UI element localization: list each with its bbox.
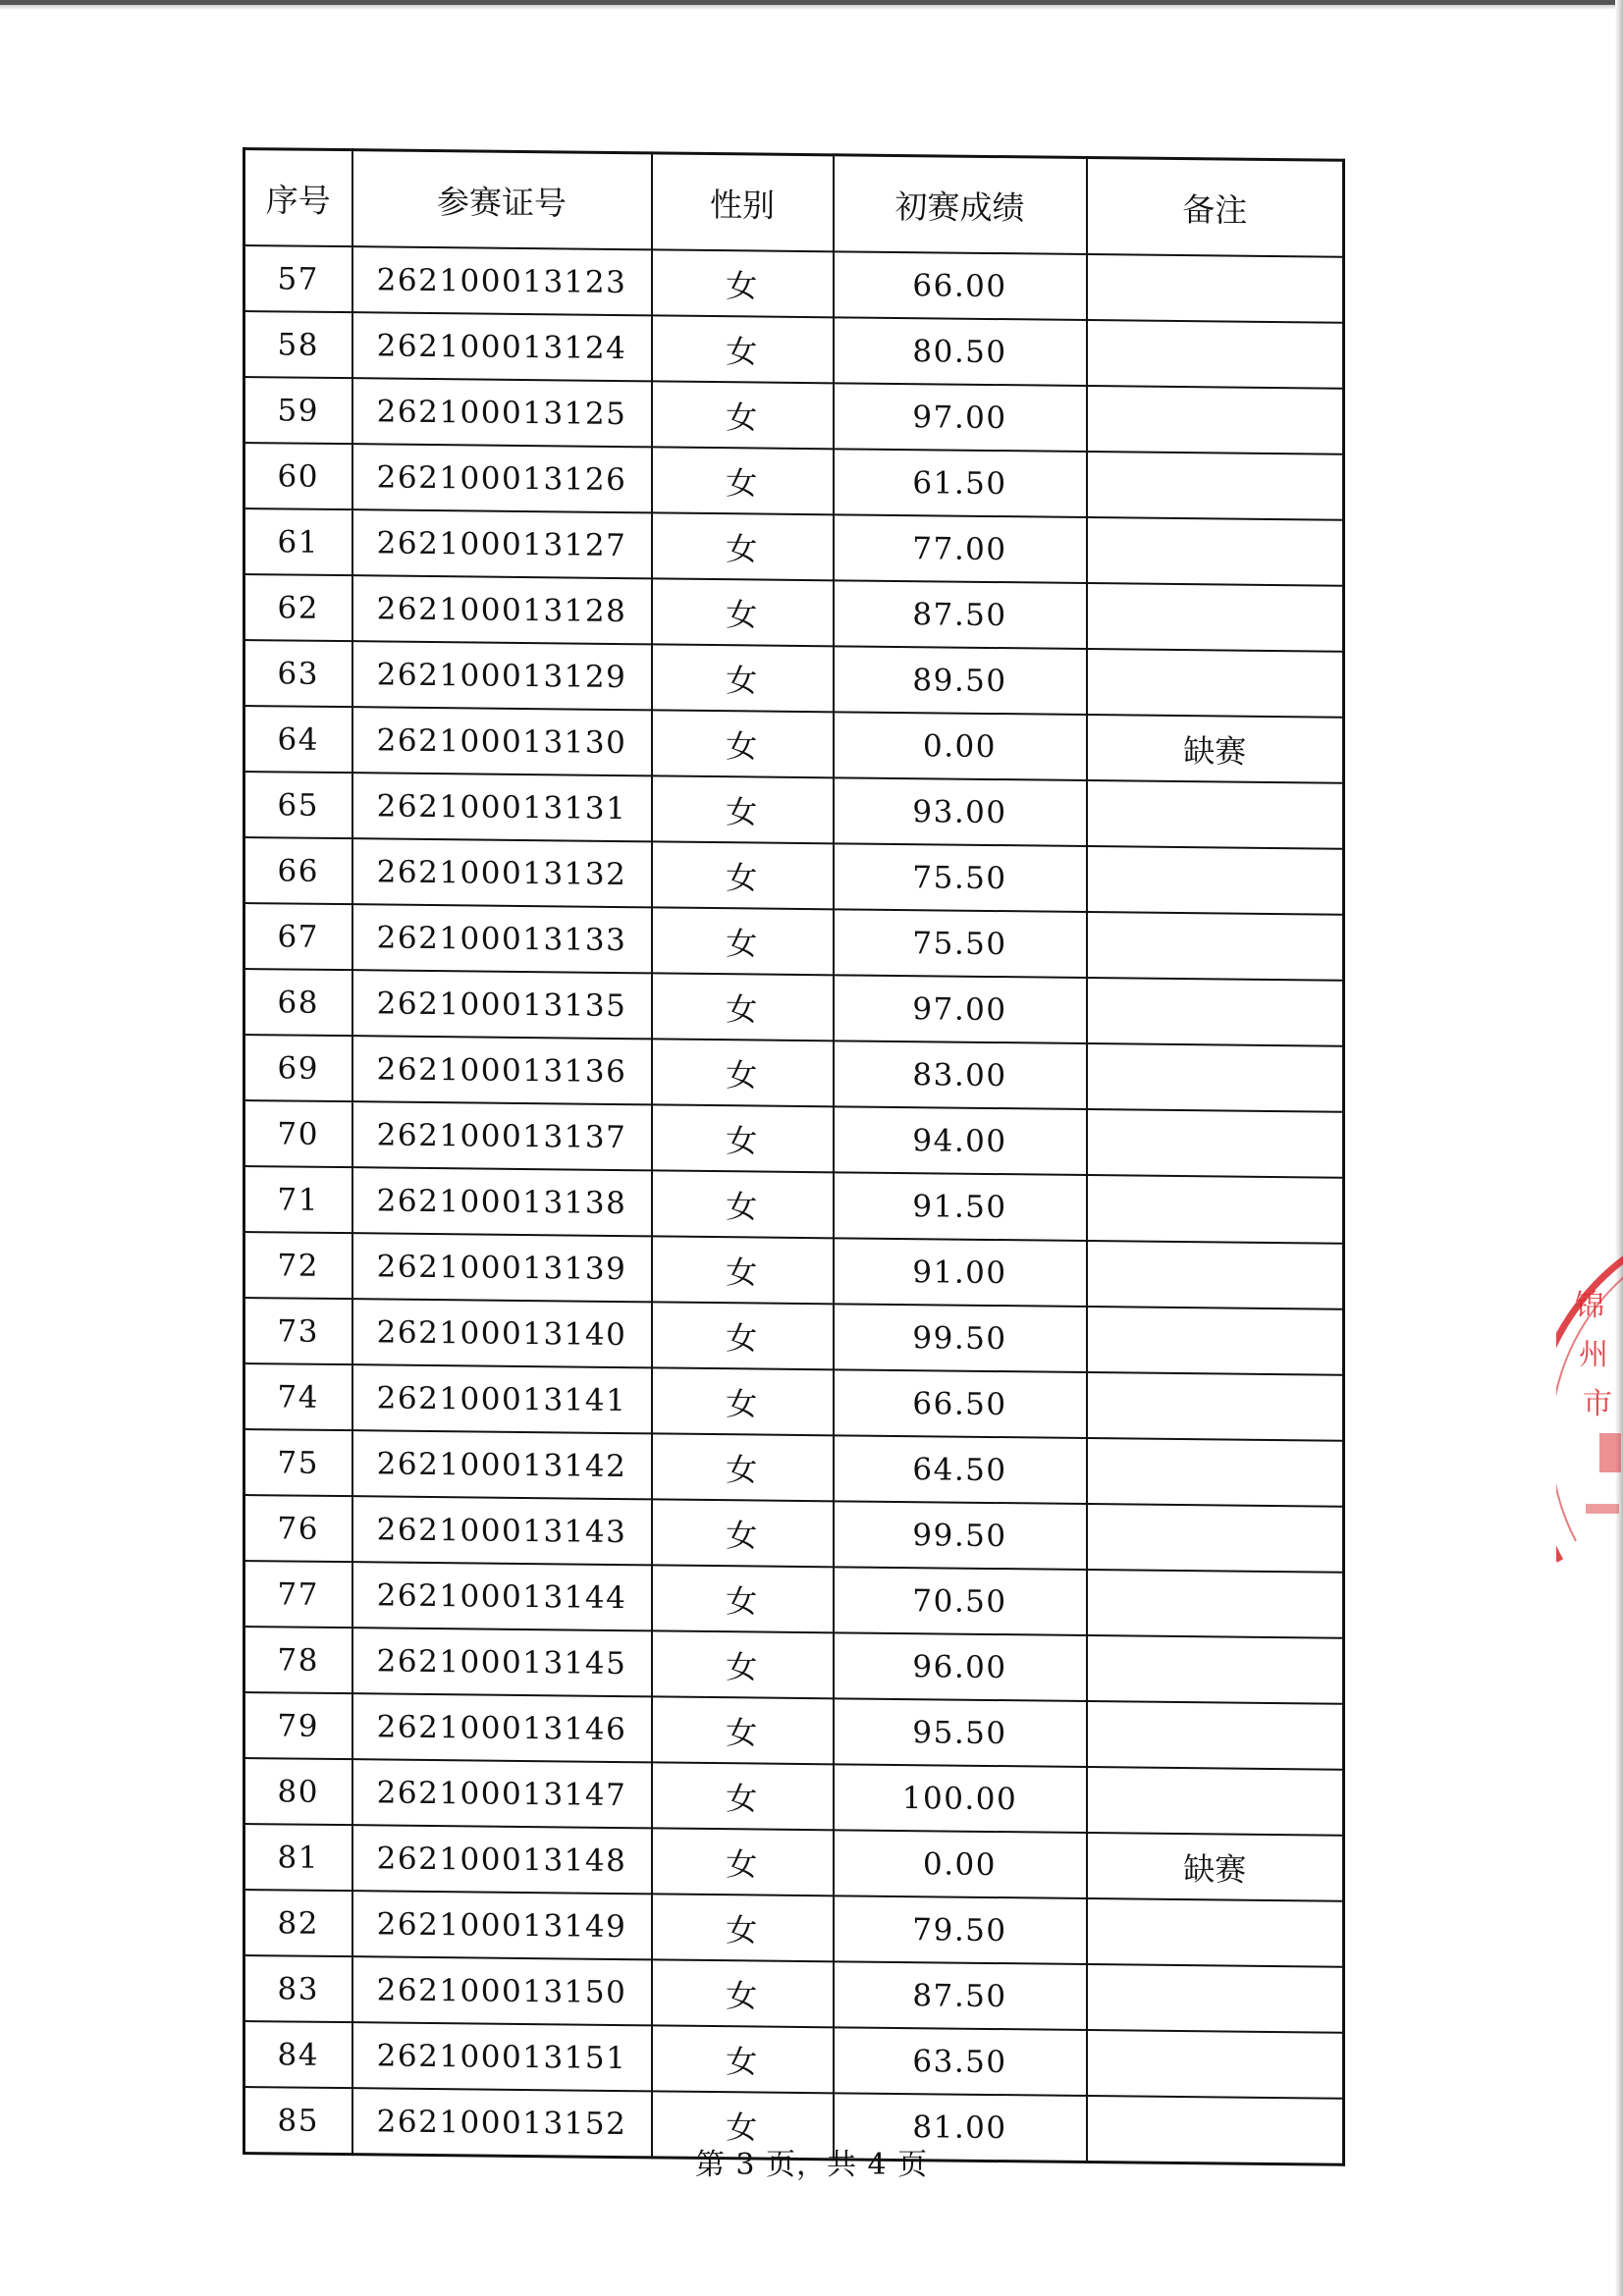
row-contest-id-cell: 262100013124 [352, 312, 652, 381]
row-score-cell: 96.00 [834, 1632, 1087, 1701]
header-contest-id: 参赛证号 [352, 150, 652, 250]
row-seq-cell: 78 [244, 1627, 352, 1693]
row-score-cell: 91.00 [834, 1238, 1087, 1307]
row-contest-id-cell: 262100013148 [352, 1825, 652, 1894]
row-seq-cell: 85 [244, 2087, 352, 2155]
row-sex-cell: 女 [652, 315, 834, 383]
row-score-cell: 93.00 [834, 777, 1087, 846]
row-seq-cell: 61 [244, 508, 352, 575]
row-contest-id-cell: 262100013133 [352, 904, 652, 973]
row-sex-cell: 女 [652, 1236, 834, 1304]
row-sex-cell: 女 [652, 710, 834, 777]
row-remarks-cell [1087, 1635, 1344, 1704]
row-score-cell: 81.00 [834, 2093, 1087, 2162]
row-sex-cell: 女 [652, 2025, 834, 2093]
row-remarks-cell: 缺赛 [1087, 715, 1344, 783]
table-row [244, 1692, 1344, 1770]
row-seq-cell: 59 [244, 377, 352, 444]
row-sex-cell: 女 [652, 841, 834, 909]
svg-text:市: 市 [1583, 1387, 1612, 1421]
row-contest-id-cell: 262100013127 [352, 509, 652, 578]
row-sex-cell: 女 [652, 907, 834, 975]
row-contest-id-cell: 262100013143 [352, 1496, 652, 1565]
row-contest-id-cell: 262100013138 [352, 1167, 652, 1236]
row-remarks-cell [1087, 583, 1344, 652]
row-score-cell: 75.50 [834, 843, 1087, 912]
row-contest-id-cell: 262100013128 [352, 575, 652, 644]
row-score-cell: 66.50 [834, 1369, 1087, 1438]
row-score-cell: 87.50 [834, 1961, 1087, 2030]
row-score-cell: 97.00 [834, 383, 1087, 452]
row-sex-cell: 女 [652, 973, 834, 1041]
row-remarks-cell [1087, 1570, 1344, 1638]
row-remarks-cell [1087, 978, 1344, 1046]
table-row [244, 1627, 1344, 1704]
row-score-cell: 79.50 [834, 1896, 1087, 1964]
header-sex: 性别 [652, 153, 834, 251]
row-remarks-cell [1087, 1241, 1344, 1309]
row-remarks-cell [1087, 1701, 1344, 1770]
row-score-cell: 99.50 [834, 1501, 1087, 1570]
row-sex-cell: 女 [652, 644, 834, 712]
row-score-cell: 87.50 [834, 580, 1087, 649]
row-contest-id-cell: 262100013123 [352, 246, 652, 315]
row-sex-cell: 女 [652, 1828, 834, 1896]
row-contest-id-cell: 262100013132 [352, 838, 652, 907]
table-row [244, 1100, 1344, 1178]
table-row [244, 1429, 1344, 1507]
table-row [244, 1298, 1344, 1375]
row-remarks-cell: 缺赛 [1087, 1833, 1344, 1901]
row-contest-id-cell: 262100013125 [352, 378, 652, 447]
row-seq-cell: 57 [244, 245, 352, 312]
table-row [244, 1890, 1344, 1967]
row-remarks-cell [1087, 846, 1344, 915]
row-contest-id-cell: 262100013131 [352, 773, 652, 841]
table-row [244, 508, 1344, 586]
row-sex-cell: 女 [652, 578, 834, 646]
row-remarks-cell [1087, 320, 1344, 389]
row-score-cell: 94.00 [834, 1106, 1087, 1175]
row-sex-cell: 女 [652, 1894, 834, 1961]
row-seq-cell: 68 [244, 969, 352, 1036]
table-row [244, 1035, 1344, 1112]
row-remarks-cell [1087, 386, 1344, 454]
row-sex-cell: 女 [652, 381, 834, 449]
table-row [244, 1955, 1344, 2033]
header-seq: 序号 [244, 149, 352, 247]
row-seq-cell: 83 [244, 1955, 352, 2022]
row-contest-id-cell: 262100013144 [352, 1562, 652, 1630]
row-seq-cell: 82 [244, 1890, 352, 1956]
row-score-cell: 0.00 [834, 1830, 1087, 1898]
row-sex-cell: 女 [652, 1367, 834, 1435]
row-remarks-cell [1087, 517, 1344, 586]
row-contest-id-cell: 262100013130 [352, 707, 652, 775]
row-sex-cell: 女 [652, 447, 834, 514]
scan-top-edge [0, 0, 1623, 10]
results-table-container [243, 147, 1342, 2166]
row-score-cell: 99.50 [834, 1304, 1087, 1372]
row-score-cell: 91.50 [834, 1172, 1087, 1241]
row-seq-cell: 64 [244, 706, 352, 773]
row-sex-cell: 女 [652, 1433, 834, 1501]
row-score-cell: 75.50 [834, 909, 1087, 978]
row-contest-id-cell: 262100013152 [352, 2088, 652, 2158]
row-contest-id-cell: 262100013137 [352, 1101, 652, 1170]
row-seq-cell: 60 [244, 443, 352, 509]
table-row [244, 574, 1344, 652]
row-remarks-cell [1087, 912, 1344, 981]
table-row [244, 772, 1344, 849]
row-seq-cell: 69 [244, 1035, 352, 1101]
row-seq-cell: 72 [244, 1232, 352, 1299]
row-seq-cell: 70 [244, 1100, 352, 1167]
row-seq-cell: 76 [244, 1495, 352, 1562]
table-row [244, 640, 1344, 718]
row-contest-id-cell: 262100013139 [352, 1233, 652, 1302]
table-row [244, 706, 1344, 783]
row-remarks-cell [1087, 1898, 1344, 1967]
row-score-cell: 64.50 [834, 1435, 1087, 1504]
row-remarks-cell [1087, 1964, 1344, 2033]
row-seq-cell: 58 [244, 311, 352, 378]
row-sex-cell: 女 [652, 1499, 834, 1567]
row-seq-cell: 77 [244, 1561, 352, 1628]
row-sex-cell: 女 [652, 1170, 834, 1238]
table-row [244, 311, 1344, 389]
row-contest-id-cell: 262100013141 [352, 1364, 652, 1433]
table-row [244, 837, 1344, 915]
row-seq-cell: 74 [244, 1363, 352, 1430]
table-row [244, 903, 1344, 981]
table-row [244, 1824, 1344, 1901]
row-contest-id-cell: 262100013126 [352, 444, 652, 512]
row-remarks-cell [1087, 1504, 1344, 1573]
row-contest-id-cell: 262100013146 [352, 1693, 652, 1762]
row-remarks-cell [1087, 1307, 1344, 1375]
row-remarks-cell [1087, 254, 1344, 323]
table-row [244, 1363, 1344, 1441]
row-seq-cell: 65 [244, 772, 352, 838]
official-seal-fragment [1556, 1247, 1623, 1571]
table-row [244, 1561, 1344, 1638]
table-row [244, 1166, 1344, 1244]
row-remarks-cell [1087, 1372, 1344, 1441]
row-seq-cell: 67 [244, 903, 352, 970]
row-contest-id-cell: 262100013147 [352, 1759, 652, 1828]
row-score-cell: 80.50 [834, 317, 1087, 386]
row-seq-cell: 79 [244, 1692, 352, 1759]
row-contest-id-cell: 262100013145 [352, 1628, 652, 1696]
row-score-cell: 97.00 [834, 975, 1087, 1043]
table-row [244, 1758, 1344, 1836]
row-seq-cell: 63 [244, 640, 352, 707]
row-sex-cell: 女 [652, 1696, 834, 1764]
table-row [244, 443, 1344, 520]
header-preliminary-score: 初赛成绩 [834, 155, 1087, 254]
row-seq-cell: 75 [244, 1429, 352, 1496]
row-sex-cell: 女 [652, 512, 834, 580]
row-contest-id-cell: 262100013150 [352, 1956, 652, 2025]
row-score-cell: 100.00 [834, 1764, 1087, 1833]
row-contest-id-cell: 262100013129 [352, 641, 652, 710]
row-seq-cell: 73 [244, 1298, 352, 1364]
scan-right-edge [1615, 0, 1623, 2296]
results-table [243, 147, 1345, 2166]
row-contest-id-cell: 262100013151 [352, 2022, 652, 2091]
svg-text:锦: 锦 [1575, 1289, 1604, 1323]
row-seq-cell: 84 [244, 2021, 352, 2088]
row-sex-cell: 女 [652, 1565, 834, 1632]
table-row [244, 1495, 1344, 1573]
row-contest-id-cell: 262100013140 [352, 1299, 652, 1367]
row-seq-cell: 71 [244, 1166, 352, 1233]
row-score-cell: 0.00 [834, 712, 1087, 780]
row-seq-cell: 81 [244, 1824, 352, 1891]
row-remarks-cell [1087, 1438, 1344, 1507]
row-seq-cell: 62 [244, 574, 352, 641]
svg-text:州: 州 [1579, 1338, 1608, 1372]
row-contest-id-cell: 262100013136 [352, 1036, 652, 1104]
row-sex-cell: 女 [652, 1762, 834, 1830]
row-remarks-cell [1087, 1767, 1344, 1836]
table-body [244, 245, 1344, 2164]
row-score-cell: 66.00 [834, 251, 1087, 320]
row-remarks-cell [1087, 1175, 1344, 1244]
row-score-cell: 83.00 [834, 1041, 1087, 1109]
row-score-cell: 95.50 [834, 1698, 1087, 1767]
row-remarks-cell [1087, 649, 1344, 718]
table-row [244, 1232, 1344, 1309]
table-row [244, 2021, 1344, 2099]
table-row [244, 377, 1344, 454]
page-number: 第 3 页，共 4 页 [694, 2148, 929, 2182]
row-remarks-cell [1087, 452, 1344, 520]
row-remarks-cell [1087, 1043, 1344, 1112]
row-score-cell: 70.50 [834, 1567, 1087, 1635]
row-sex-cell: 女 [652, 1104, 834, 1172]
row-score-cell: 63.50 [834, 2027, 1087, 2096]
row-sex-cell: 女 [652, 2091, 834, 2159]
row-remarks-cell [1087, 2030, 1344, 2099]
row-seq-cell: 80 [244, 1758, 352, 1825]
table-row [244, 969, 1344, 1046]
row-score-cell: 89.50 [834, 646, 1087, 715]
table-row [244, 245, 1344, 323]
row-sex-cell: 女 [652, 1630, 834, 1698]
row-score-cell: 77.00 [834, 514, 1087, 583]
row-score-cell: 61.50 [834, 449, 1087, 517]
header-remarks: 备注 [1087, 158, 1344, 257]
row-contest-id-cell: 262100013149 [352, 1891, 652, 1959]
row-sex-cell: 女 [652, 1959, 834, 2027]
row-remarks-cell [1087, 780, 1344, 849]
row-contest-id-cell: 262100013142 [352, 1430, 652, 1499]
row-sex-cell: 女 [652, 1302, 834, 1369]
row-remarks-cell [1087, 1109, 1344, 1178]
row-sex-cell: 女 [652, 249, 834, 317]
row-seq-cell: 66 [244, 837, 352, 904]
row-sex-cell: 女 [652, 1039, 834, 1106]
row-sex-cell: 女 [652, 775, 834, 843]
row-contest-id-cell: 262100013135 [352, 970, 652, 1039]
table-header-row [244, 149, 1344, 257]
